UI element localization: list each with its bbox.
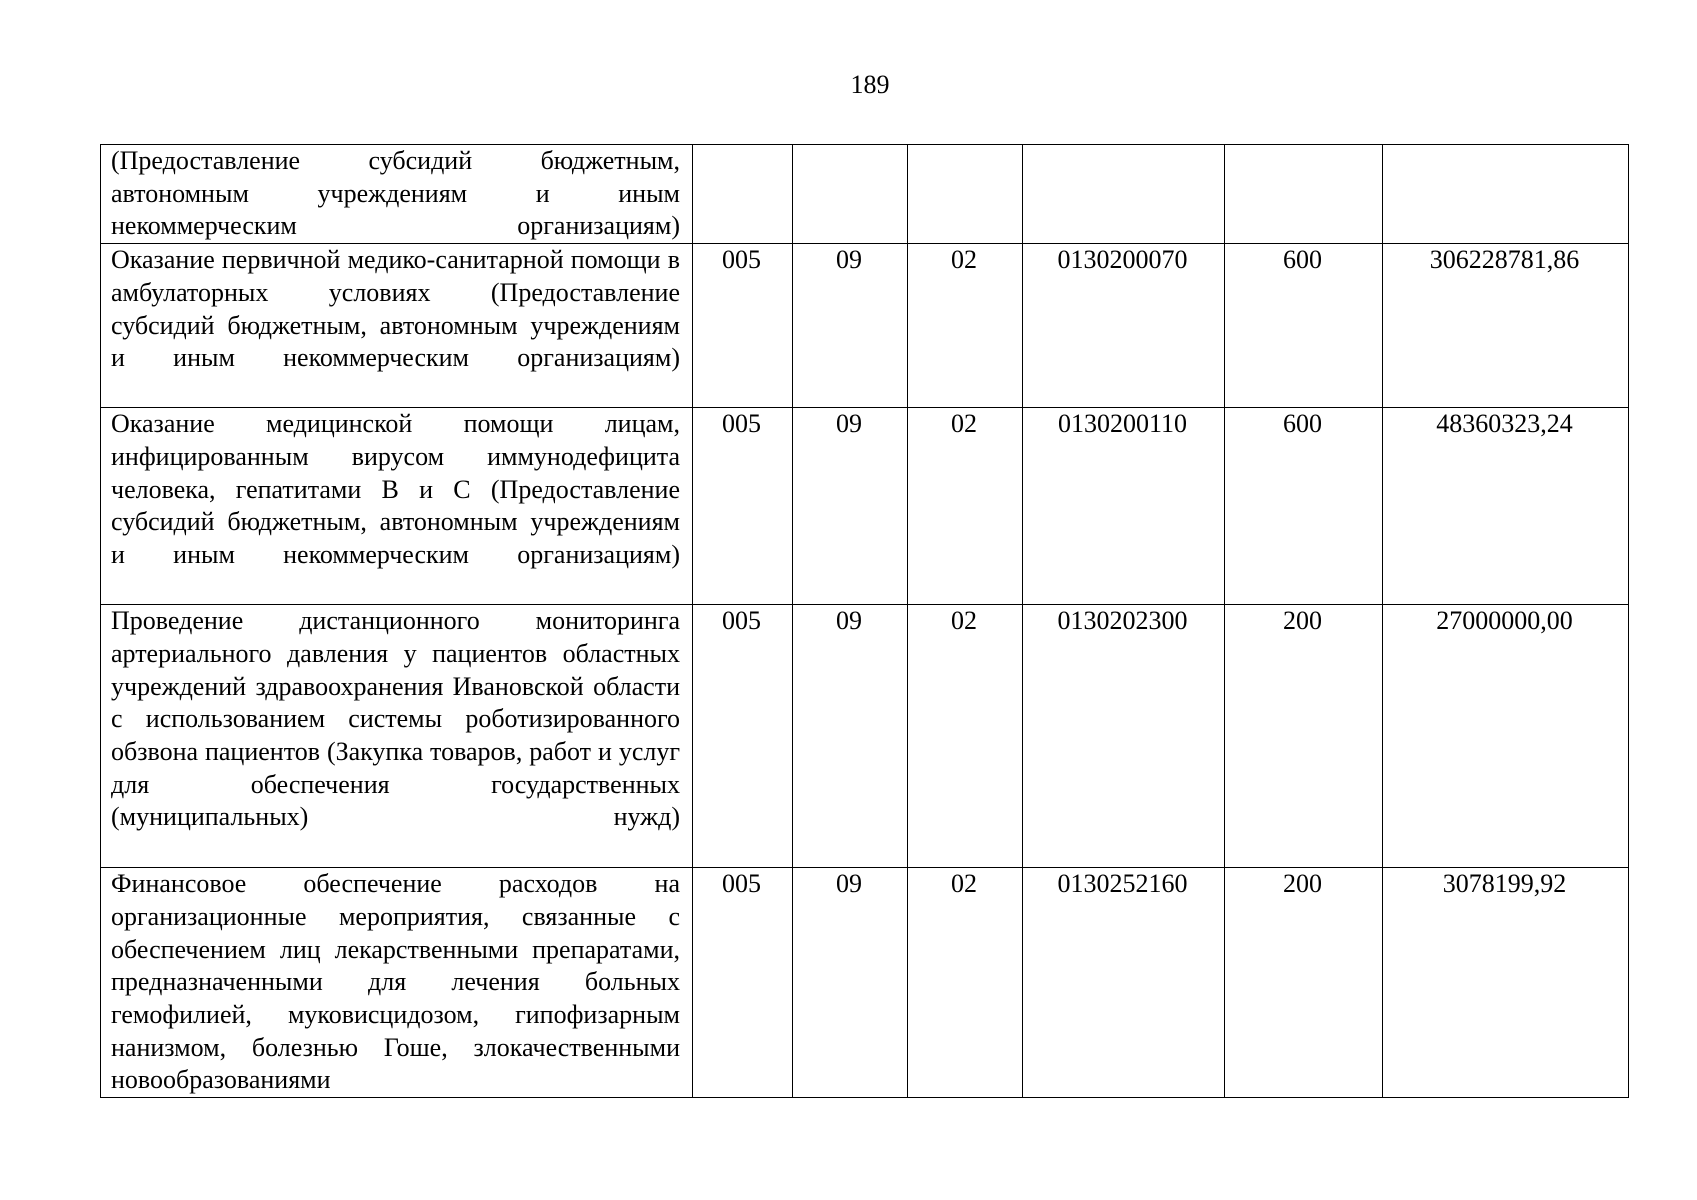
row-description: Проведение дистанционного мониторинга артериального давления у пациентов областных учреждений здравоохранения Ивановской области с использованием системы роботизированного обзвона пациентов (Закупка товаров, работ и услуг для обеспечения государственных (муниципальных) нужд) [101,605,693,868]
amount: 306228781,86 [1383,244,1629,408]
amount [1383,145,1629,244]
budget-table [100,144,1629,1098]
target-article-code [1023,145,1225,244]
grbs-code: 005 [693,605,793,868]
table-row [101,244,1629,408]
table-row [101,868,1629,1098]
expense-type-code [1225,145,1383,244]
grbs-code: 005 [693,244,793,408]
section-code: 09 [793,408,908,605]
amount: 27000000,00 [1383,605,1629,868]
expense-type-code: 600 [1225,408,1383,605]
section-code: 09 [793,605,908,868]
expense-type-code: 600 [1225,244,1383,408]
target-article-code: 0130252160 [1023,868,1225,1098]
target-article-code: 0130200110 [1023,408,1225,605]
section-code: 09 [793,868,908,1098]
amount: 48360323,24 [1383,408,1629,605]
amount: 3078199,92 [1383,868,1629,1098]
expense-type-code: 200 [1225,868,1383,1098]
grbs-code [693,145,793,244]
grbs-code: 005 [693,408,793,605]
expense-type-code: 200 [1225,605,1383,868]
subsection-code: 02 [908,408,1023,605]
page-number: 189 [850,70,890,99]
subsection-code: 02 [908,868,1023,1098]
row-description: Финансовое обеспечение расходов на организационные мероприятия, связанные с обеспечением лиц лекарственными препаратами, предназначенными для лечения больных гемофилией, муковисцидозом, гипофизарным нанизмом, болезнью Гоше, злокачественными новообразованиями [101,868,693,1098]
table-row [101,145,1629,244]
subsection-code: 02 [908,605,1023,868]
section-code: 09 [793,244,908,408]
target-article-code: 0130200070 [1023,244,1225,408]
table-row [101,408,1629,605]
section-code [793,145,908,244]
grbs-code: 005 [693,868,793,1098]
row-description: Оказание первичной медико-санитарной помощи в амбулаторных условиях (Предоставление субсидий бюджетным, автономным учреждениям и иным некоммерческим организациям) [101,244,693,408]
target-article-code: 0130202300 [1023,605,1225,868]
row-description: Оказание медицинской помощи лицам, инфицированным вирусом иммунодефицита человека, гепатитами B и C (Предоставление субсидий бюджетным, автономным учреждениям и иным некоммерческим организациям) [101,408,693,605]
subsection-code [908,145,1023,244]
table-row [101,605,1629,868]
subsection-code: 02 [908,244,1023,408]
row-description: (Предоставление субсидий бюджетным, автономным учреждениям и иным некоммерческим организациям) [101,145,693,244]
